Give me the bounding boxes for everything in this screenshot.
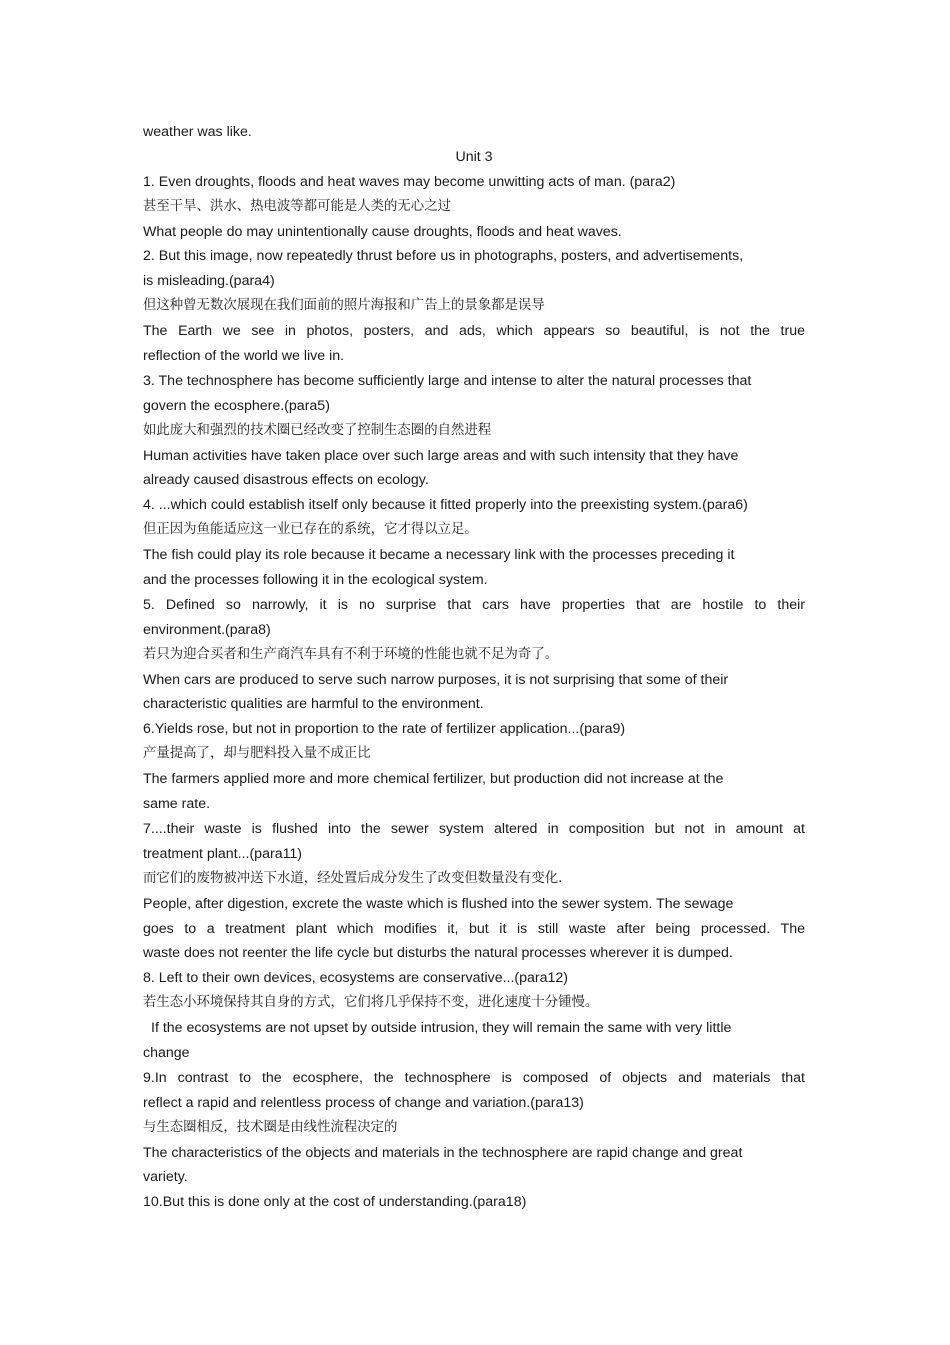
text-line: weather was like. — [143, 124, 252, 140]
document-page — [143, 120, 805, 1215]
text-line: The farmers applied more and more chemical fertilizer, but production did not increase at the — [143, 771, 724, 788]
text-line: waste does not reenter the life cycle but disturbs the natural processes wherever it is dumped. — [143, 945, 733, 962]
text-line: The characteristics of the objects and materials in the technosphere are rapid change and great — [143, 1144, 743, 1161]
chinese-translation-line: 若只为迎合买者和生产商汽车具有不利于环境的性能也就不足为奇了。 — [143, 646, 559, 662]
chinese-translation-line: 产量提高了，却与肥料投入量不成正比 — [143, 746, 371, 762]
text-line: treatment plant...(para11) — [143, 845, 303, 862]
chinese-translation-line: 但这种曾无数次展现在我们面前的照片海报和广告上的景象都是误导 — [143, 298, 545, 314]
text-line: goes to a treatment plant which modifies it, but it is still waste after being processed. The — [143, 920, 805, 937]
text-line: People, after digestion, excrete the waste which is flushed into the sewer system. The sewage — [143, 895, 734, 912]
text-line: The Earth we see in photos, posters, and ads, which appears so beautiful, is not the true — [143, 323, 805, 340]
text-line: What people do may unintentionally cause droughts, floods and heat waves. — [143, 223, 622, 240]
section-heading: Unit 3 — [455, 148, 493, 165]
text-line: 3. The technosphere has become sufficiently large and intense to alter the natural processes that — [143, 372, 752, 389]
text-line: 5. Defined so narrowly, it is no surprise that cars have properties that are hostile to their — [143, 596, 805, 613]
text-line: variety. — [143, 1169, 188, 1186]
text-line: is misleading.(para4) — [143, 273, 275, 290]
text-line: govern the ecosphere.(para5) — [143, 397, 330, 414]
text-line: Human activities have taken place over such large areas and with such intensity that they have — [143, 447, 739, 464]
text-line: The fish could play its role because it became a necessary link with the processes preceding it — [143, 547, 735, 564]
text-line: 8. Left to their own devices, ecosystems are conservative...(para12) — [143, 970, 569, 987]
text-line: If the ecosystems are not upset by outside intrusion, they will remain the same with very little — [151, 1020, 732, 1037]
text-line: same rate. — [143, 796, 211, 813]
text-line: 6.Yields rose, but not in proportion to the rate of fertilizer application...(para9) — [143, 721, 626, 738]
text-line: change — [143, 1044, 190, 1061]
text-line: 4. ...which could establish itself only because it fitted properly into the preexisting system.(para6) — [143, 497, 748, 514]
text-line: 10.But this is done only at the cost of understanding.(para18) — [143, 1194, 527, 1211]
chinese-translation-line: 但正因为鱼能适应这一业已存在的系统，它才得以立足。 — [143, 522, 478, 538]
text-line: characteristic qualities are harmful to the environment. — [143, 696, 484, 713]
chinese-translation-line: 如此庞大和强烈的技术圈已经改变了控制生态圈的自然进程 — [143, 422, 492, 438]
chinese-translation-line: 而它们的废物被冲送下水道，经处置后成分发生了改变但数量没有变化. — [143, 870, 563, 886]
chinese-translation-line: 若生态小环境保持其自身的方式，它们将几乎保持不变，进化速度十分锺慢。 — [143, 995, 599, 1011]
chinese-translation-line: 与生态圈相反，技术圈是由线性流程决定的 — [143, 1119, 398, 1135]
text-line: already caused disastrous effects on ecology. — [143, 472, 429, 489]
text-line: 2. But this image, now repeatedly thrust before us in photographs, posters, and advertisements, — [143, 248, 744, 265]
text-line: environment.(para8) — [143, 621, 271, 638]
text-line: and the processes following it in the ecological system. — [143, 572, 488, 589]
text-line: reflection of the world we live in. — [143, 348, 345, 365]
text-line: 1. Even droughts, floods and heat waves may become unwitting acts of man. (para2) — [143, 173, 676, 190]
text-line: 9.In contrast to the ecosphere, the technosphere is composed of objects and materials that — [143, 1069, 805, 1086]
text-line: When cars are produced to serve such narrow purposes, it is not surprising that some of their — [143, 671, 729, 688]
text-line: 7....their waste is flushed into the sewer system altered in composition but not in amount at — [143, 820, 805, 837]
text-line: reflect a rapid and relentless process of change and variation.(para13) — [143, 1094, 584, 1111]
chinese-translation-line: 甚至干旱、洪水、热电波等都可能是人类的无心之过 — [143, 198, 451, 214]
